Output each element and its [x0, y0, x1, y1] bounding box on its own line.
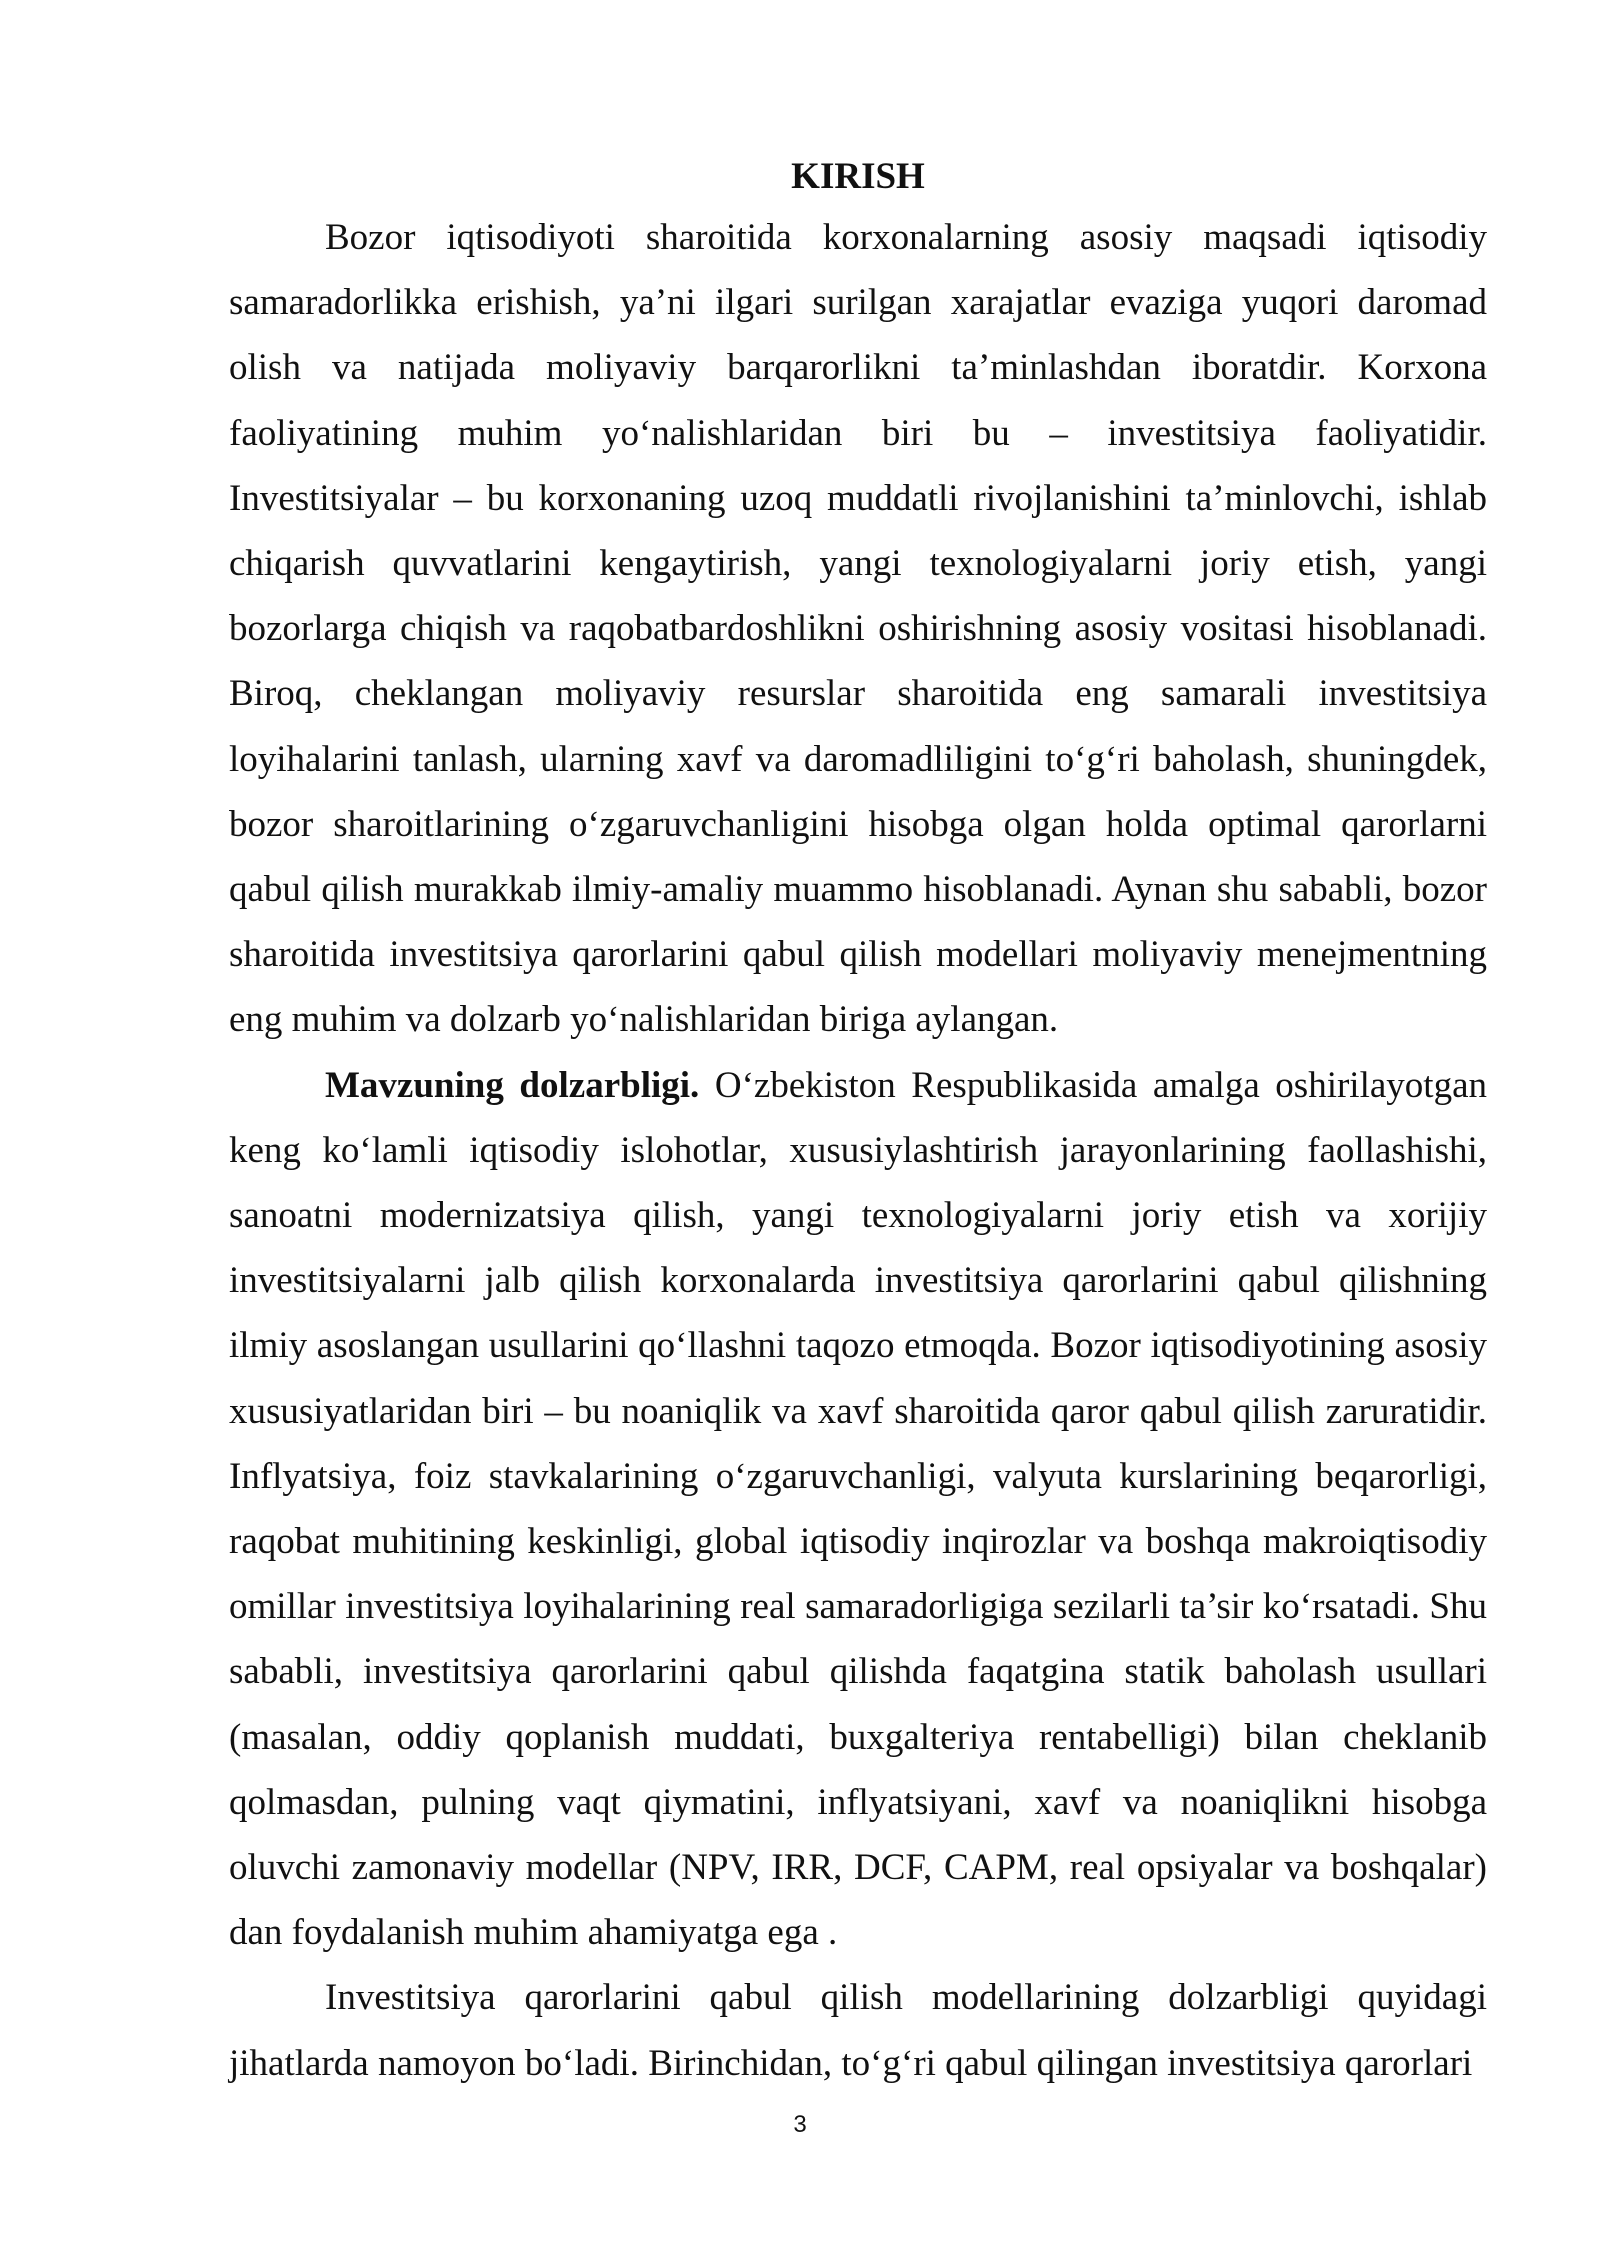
paragraph-text: Investitsiya qarorlarini qabul qilish modellarining dolzarbligi quyidagi jihatlarda namoyon bo‘ladi. Birinchidan, to‘g‘ri qabul qilingan investitsiya qarorlari [229, 1977, 1487, 2084]
page-number: 3 [793, 2111, 807, 2138]
paragraph-intro [229, 205, 1487, 1053]
paragraph-models [229, 1965, 1487, 2095]
paragraph-lead-heading: Mavzuning dolzarbligi. [325, 1064, 700, 1106]
section-title: KIRISH [791, 156, 925, 197]
paragraph-text: Bozor iqtisodiyoti sharoitida korxonalarning asosiy maqsadi iqtisodiy samaradorlikka erishish, ya’ni ilgari surilgan xarajatlar evaziga yuqori daromad olish va natijada moliyaviy barqarorlikni ta’minlashdan iboratdir. Korxona faoliyatining muhim yo‘nalishlaridan biri bu – investitsiya faoliyatidir. Investitsiyalar – bu korxonaning uzoq muddatli rivojlanishini ta’minlovchi, ishlab chiqarish quvvatlarini kengaytirish, yangi texnologiyalarni joriy etish, yangi bozorlarga chiqish va raqobatbardoshlikni oshirishning asosiy vositasi hisoblanadi. Biroq, cheklangan moliyaviy resurslar sharoitida eng samarali investitsiya loyihalarini tanlash, ularning xavf va daromadliligini to‘g‘ri baholash, shuningdek, bozor sharoitlarining o‘zgaruvchanligini hisobga olgan holda optimal qarorlarni qabul qilish murakkab ilmiy-amaliy muammo hisoblanadi. Aynan shu sababli, bozor sharoitida investitsiya qarorlarini qabul qilish modellari moliyaviy menejmentning eng muhim va dolzarb yo‘nalishlaridan biriga aylangan. [229, 217, 1487, 1041]
paragraph-relevance [229, 1053, 1487, 1966]
page-body [229, 148, 1487, 2096]
paragraph-text: O‘zbekiston Respublikasida amalga oshirilayotgan keng ko‘lamli iqtisodiy islohotlar, xususiylashtirish jarayonlarining faollashishi, sanoatni modernizatsiya qilish, yangi texnologiyalarni joriy etish va xorijiy investitsiyalarni jalb qilish korxonalarda investitsiya qarorlarini qabul qilishning ilmiy asoslangan usullarini qo‘llashni taqozo etmoqda. Bozor iqtisodiyotining asosiy xususiyatlaridan biri – bu noaniqlik va xavf sharoitida qaror qabul qilish zaruratidir. Inflyatsiya, foiz stavkalarining o‘zgaruvchanligi, valyuta kurslarining beqarorligi, raqobat muhitining keskinligi, global iqtisodiy inqirozlar va boshqa makroiqtisodiy omillar investitsiya loyihalarining real samaradorligiga sezilarli ta’sir ko‘rsatadi. Shu sababli, investitsiya qarorlarini qabul qilishda faqatgina statik baholash usullari (masalan, oddiy qoplanish muddati, buxgalteriya rentabelligi) bilan cheklanib qolmasdan, pulning vaqt qiymatini, inflyatsiyani, xavf va noaniqlikni hisobga oluvchi zamonaviy modellar (NPV, IRR, DCF, CAPM, real opsiyalar va boshqalar) dan foydalanish muhim ahamiyatga ega . [229, 1064, 1487, 1954]
